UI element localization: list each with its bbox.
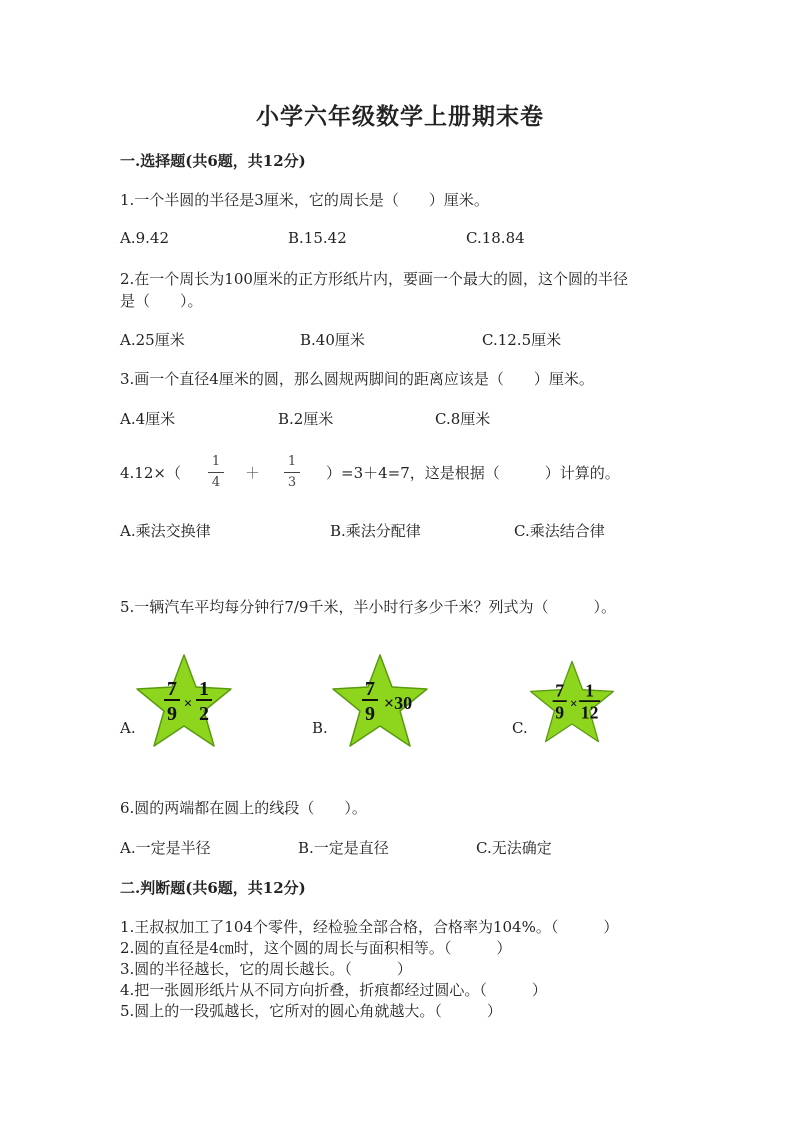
star-operator: ×30 bbox=[383, 693, 413, 713]
question-4-prefix: 4.12×（ bbox=[120, 464, 181, 482]
judge-item-1: 1.王叔叔加工了104个零件，经检验全部合格，合格率为104%。（ ） bbox=[120, 918, 619, 936]
question-2-line1: 2.在一个周长为100厘米的正方形纸片内，要画一个最大的圆，这个圆的半径 bbox=[120, 270, 628, 288]
star-shape bbox=[134, 651, 234, 751]
q3-option-c: C.8厘米 bbox=[435, 410, 491, 428]
q2-option-c: C.12.5厘米 bbox=[482, 331, 562, 349]
q5-option-c-label: C. bbox=[512, 719, 528, 737]
star-right-denominator: 2 bbox=[199, 703, 209, 725]
star-denominator: 9 bbox=[555, 702, 565, 723]
q5-option-c-star bbox=[528, 658, 616, 746]
q2-option-a: A.25厘米 bbox=[120, 331, 185, 349]
section2-heading: 二.判断题(共6题，共12分) bbox=[120, 879, 306, 897]
question-4-suffix: ）=3＋4=7，这是根据（ ）计算的。 bbox=[326, 464, 620, 482]
star-shape bbox=[528, 658, 616, 746]
star-denominator: 9 bbox=[365, 703, 375, 725]
page-title: 小学六年级数学上册期末卷 bbox=[256, 103, 544, 130]
q6-option-b: B.一定是直径 bbox=[298, 839, 389, 857]
q6-option-a: A.一定是半径 bbox=[120, 839, 211, 857]
fraction-bar bbox=[208, 472, 224, 473]
q5-option-a-star bbox=[134, 651, 234, 751]
plus-sign: ＋ bbox=[245, 464, 261, 482]
question-5: 5.一辆汽车平均每分钟行7/9千米，半小时行多少千米？列式为（ ）。 bbox=[120, 598, 616, 616]
fraction-denominator: 3 bbox=[287, 475, 297, 490]
fraction-numerator: 1 bbox=[211, 454, 221, 469]
question-1: 1.一个半圆的半径是3厘米，它的周长是（ ）厘米。 bbox=[120, 191, 489, 209]
star-operator: × bbox=[570, 696, 578, 712]
q3-option-a: A.4厘米 bbox=[120, 410, 176, 428]
fraction-numerator: 1 bbox=[287, 454, 297, 469]
q2-option-b: B.40厘米 bbox=[300, 331, 365, 349]
q1-option-c: C.18.84 bbox=[466, 229, 525, 247]
q5-option-b-label: B. bbox=[312, 719, 328, 737]
q5-option-a-label: A. bbox=[120, 719, 136, 737]
fraction-one-third bbox=[284, 454, 300, 491]
judge-item-4: 4.把一张圆形纸片从不同方向折叠，折痕都经过圆心。（ ） bbox=[120, 981, 547, 999]
question-3: 3.画一个直径4厘米的圆，那么圆规两脚间的距离应该是（ ）厘米。 bbox=[120, 370, 594, 388]
star-numerator: 7 bbox=[167, 678, 177, 700]
star-denominator: 9 bbox=[167, 703, 177, 725]
q4-option-a: A.乘法交换律 bbox=[120, 522, 211, 540]
star-numerator: 7 bbox=[555, 680, 565, 701]
fraction-denominator: 4 bbox=[211, 475, 221, 490]
star-numerator: 7 bbox=[365, 678, 375, 700]
judge-item-2: 2.圆的直径是4㎝时，这个圆的周长与面积相等。（ ） bbox=[120, 939, 512, 957]
star-right-denominator: 12 bbox=[580, 702, 599, 723]
q6-option-c: C.无法确定 bbox=[476, 839, 552, 857]
fraction-bar bbox=[284, 472, 300, 473]
fraction-one-quarter bbox=[208, 454, 224, 491]
judge-item-3: 3.圆的半径越长，它的周长越长。（ ） bbox=[120, 960, 412, 978]
q3-option-b: B.2厘米 bbox=[278, 410, 334, 428]
q5-option-b-star bbox=[330, 651, 430, 751]
star-operator: × bbox=[183, 696, 193, 712]
q4-option-c: C.乘法结合律 bbox=[514, 522, 605, 540]
star-right-numerator: 1 bbox=[199, 678, 209, 700]
question-6: 6.圆的两端都在圆上的线段（ ）。 bbox=[120, 799, 367, 817]
judge-item-5: 5.圆上的一段弧越长，它所对的圆心角就越大。（ ） bbox=[120, 1002, 502, 1020]
star-right-numerator: 1 bbox=[585, 680, 594, 701]
q1-option-b: B.15.42 bbox=[288, 229, 347, 247]
star-shape bbox=[330, 651, 430, 751]
question-2-line2: 是（ ）。 bbox=[120, 292, 203, 310]
q1-option-a: A.9.42 bbox=[120, 229, 169, 247]
section1-heading: 一.选择题(共6题，共12分) bbox=[120, 152, 306, 170]
q4-option-b: B.乘法分配律 bbox=[330, 522, 421, 540]
